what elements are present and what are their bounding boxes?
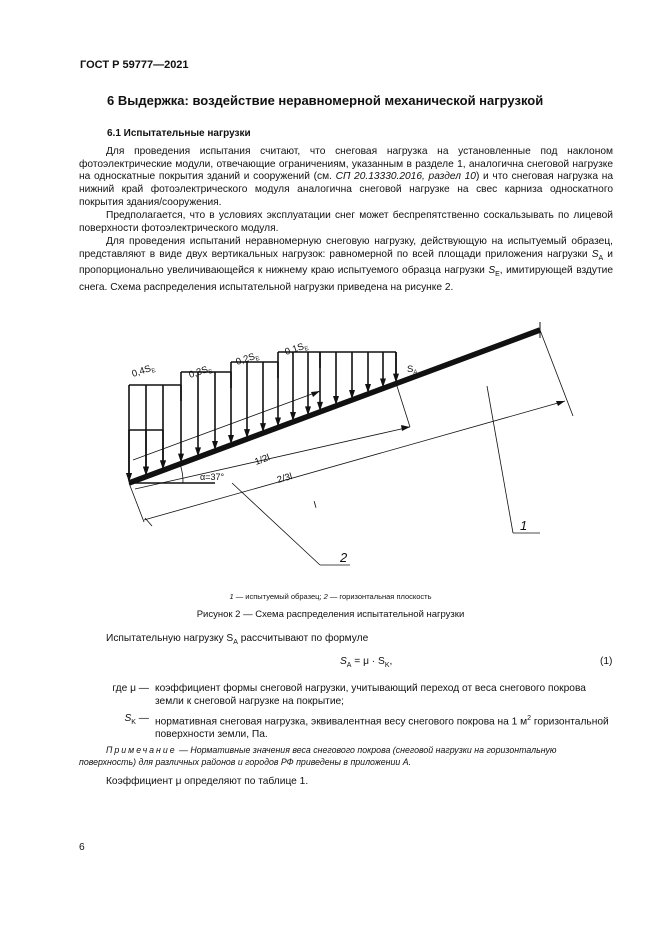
figure-caption: Рисунок 2 — Схема распределения испытательной нагрузки	[196, 609, 465, 620]
definition-mu-text: коэффициент формы снеговой нагрузки, учитывающий переход от веса снегового покрова земли к снеговой нагрузке на покрытие;	[155, 683, 586, 707]
load-labels	[131, 340, 418, 382]
figure-legend: 1 — испытуемый образец; 2 — горизонтальная плоскость	[229, 592, 432, 601]
callout-2: 2	[340, 550, 348, 565]
definition-mu-term: где μ —	[112, 683, 149, 694]
reference-sp: СП 20.13330.2016, раздел 10	[335, 171, 476, 183]
dim-line-full	[144, 401, 565, 520]
leader-1	[487, 386, 513, 533]
page-number: 6	[79, 842, 85, 853]
callout-1: 1	[520, 518, 528, 533]
dim-line-half	[133, 391, 320, 460]
label-01se: $0,1S_E$	[283, 341, 310, 358]
dimension-arrows	[311, 391, 565, 431]
label-sa: $S_A$	[407, 364, 418, 376]
definition-sk-text: нормативная снеговая нагрузка, эквивалентная весу снегового покрова на 1 $м^2$ горизонтальной поверхности земли, Па.	[155, 715, 609, 741]
paragraph-1: Для проведения испытания считают, что снеговая нагрузка на установленные под наклоном фотоэлектрические модули, отвечающие ограничениям, указанным в разделе 1, аналогична снеговой нагрузке на односкатные покрытия зданий и сооружений (см. СП 20.13330.2016, раздел 10) и что снеговая нагрузка на нижний край фотоэлектрического модуля аналогична снеговой нагрузке на свес карниза односкатного покрытия здания/сооружения.	[79, 146, 613, 208]
leader-2	[232, 483, 320, 565]
equation-number: (1)	[600, 656, 613, 667]
section-title: 6 Выдержка: воздействие неравномерной механической нагрузкой	[107, 93, 544, 108]
paragraph-3: Для проведения испытаний неравномерную снеговую нагрузку, действующую на испытуемый образец, представляют в виде двух вертикальных нагрузок: равномерной по всей площади приложения нагрузки $S_A$ и пропорционально увеличивающейся к нижнему краю испытуемого образца нагрузки $S_E$, имитирующей вздутие снега. Схема распределения испытательной нагрузки приведена на рисунке 2.	[79, 236, 613, 294]
angle-arc	[180, 464, 183, 483]
dim-label-full: l	[312, 499, 318, 511]
dim-tick-start	[145, 518, 152, 526]
label-04se: $0,4S_E$	[130, 363, 157, 380]
angle-label: α=37°	[200, 472, 225, 482]
dim-line-two-thirds	[135, 427, 410, 489]
label-02se: $0,2S_E$	[234, 351, 261, 368]
dim-label-half: 1/2l	[253, 452, 272, 468]
closing-sentence: Коэффициент μ определяют по таблице 1.	[106, 776, 309, 787]
note: Примечание — Нормативные значения веса снегового покрова (снеговой нагрузки на горизонтальную поверхность) для различных районов и городов РФ приведены в приложении А.	[79, 745, 557, 767]
standard-header: ГОСТ Р 59777—2021	[80, 59, 189, 71]
dim-extension-half	[396, 383, 410, 427]
formula-intro: Испытательную нагрузку $S_A$ рассчитывают по формуле	[106, 633, 369, 647]
load-distribution-figure	[0, 300, 661, 590]
formula-1: $S_A = \mu \cdot S_K$,	[340, 656, 393, 670]
subsection-title: 6.1 Испытательные нагрузки	[107, 128, 251, 139]
dim-label-two-thirds: 2/3l	[275, 471, 294, 486]
definition-sk	[79, 713, 613, 739]
definition-mu	[79, 683, 613, 709]
note-label: Примечание	[106, 745, 177, 755]
test-specimen-line	[129, 330, 540, 483]
label-03se: $0,3S_E$	[187, 364, 214, 381]
paragraph-2: Предполагается, что в условиях эксплуатации снег может беспрепятственно соскальзывать по лицевой поверхности фотоэлектрического модуля.	[79, 210, 613, 234]
definition-sk-term: $S_K$ —	[124, 713, 149, 727]
